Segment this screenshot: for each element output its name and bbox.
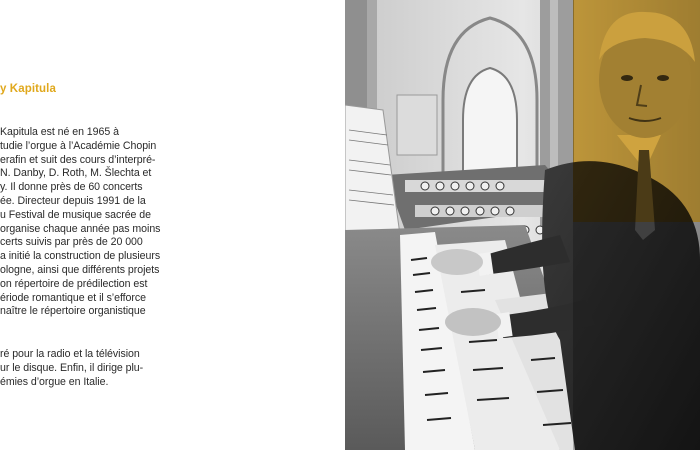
text-line: certs suivis par près de 20 000 [0, 236, 143, 249]
text-line: N. Danby, D. Roth, M. Šlechta et [0, 167, 152, 180]
yellow-color-overlay [573, 0, 700, 222]
text-line: erafin et suit des cours d’interpré- [0, 153, 156, 166]
text-line: y. Il donne près de 60 concerts [0, 181, 143, 194]
text-line: u Festival de musique sacrée de [0, 208, 151, 221]
biography-paragraph-1 [0, 126, 160, 319]
text-line: a initié la construction de plusieurs [0, 250, 161, 263]
text-line: on répertoire de prédilection est [0, 277, 148, 290]
text-line: ologne, ainsi que différents projets [0, 263, 160, 276]
text-line: ré pour la radio et la télévision [0, 348, 140, 360]
text-line: tudie l’orgue à l’Académie Chopin [0, 139, 157, 152]
text-line: organise chaque année pas moins [0, 222, 161, 235]
text-line: Kapitula est né en 1965 à [0, 126, 119, 138]
biography-heading: y Kapitula [0, 83, 56, 95]
text-line: ur le disque. Enfin, il dirige plu- [0, 361, 144, 374]
text-line: ée. Directeur depuis 1991 de la [0, 194, 146, 207]
grey-color-overlay [573, 222, 700, 450]
text-line: naître le répertoire organistique [0, 305, 146, 318]
biography-paragraph-2 [0, 348, 143, 389]
text-line: émies d’orgue en Italie. [0, 375, 109, 388]
biography-column [0, 0, 345, 450]
organist-photo [345, 0, 700, 450]
text-line: ériode romantique et il s’efforce [0, 291, 146, 304]
